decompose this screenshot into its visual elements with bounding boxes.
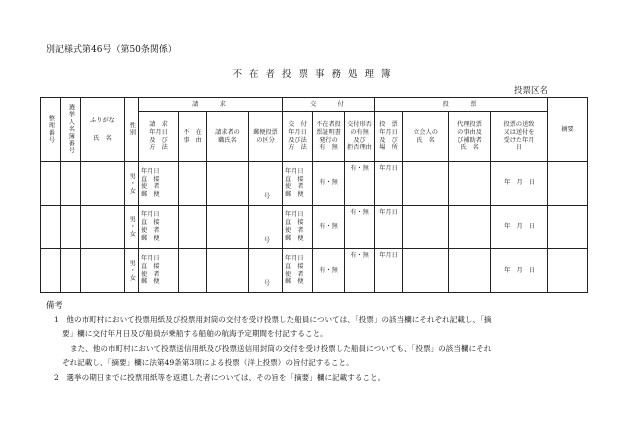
header-furigana-shimei xyxy=(81,98,125,162)
header-sex: 性別 xyxy=(125,98,139,162)
cell-tohyo-date[interactable]: 年月日 xyxy=(375,249,403,293)
cell-seiri-bango[interactable] xyxy=(41,249,61,293)
note-item-1-para2: また、他の市町村において投票送信用紙及び投票送信用封筒の交付を受け投票した船員についても、「投票」の該当欄にそれ xyxy=(70,343,492,353)
header-shimei: 氏 名 xyxy=(93,134,112,142)
cell-kofu-keiro[interactable]: 有・無 xyxy=(345,205,375,249)
cell-tohyo-date[interactable]: 年月日 xyxy=(375,162,403,206)
cell-shimei[interactable] xyxy=(81,205,125,249)
header-tekiyo: 摘要 xyxy=(548,98,588,162)
cell-yubin-kubun[interactable]: 号 xyxy=(249,249,283,293)
cell-dairi-tohyo[interactable] xyxy=(449,205,491,249)
cell-meibo-bango[interactable] xyxy=(61,205,81,249)
cell-yubin-kubun[interactable]: 号 xyxy=(249,205,283,249)
cell-tekiyo[interactable] xyxy=(548,205,588,249)
district-label: 投票区名 xyxy=(514,86,549,96)
register-table xyxy=(40,97,588,293)
notes-section xyxy=(46,298,606,385)
cell-seikyu-date[interactable]: 年月日 直 接 使 者 郵 便 xyxy=(139,205,179,249)
cell-kofu-keiro[interactable]: 有・無 xyxy=(345,249,375,293)
header-tachiainin: 立会人の 氏 名 xyxy=(403,112,449,162)
header-seiri-bango: 整理番号 xyxy=(41,98,61,162)
table-row xyxy=(41,162,588,206)
header-fuzai-jiyu: 不 在 事 由 xyxy=(179,112,207,162)
cell-soufu-date[interactable]: 年 月 日 xyxy=(491,162,548,206)
cell-tachiainin[interactable] xyxy=(403,249,449,293)
cell-shimei[interactable] xyxy=(81,249,125,293)
cell-kofu-date[interactable]: 年月日 直 接 使 者 郵 便 xyxy=(283,205,313,249)
cell-meibo-bango[interactable] xyxy=(61,249,81,293)
cell-seiri-bango[interactable] xyxy=(41,205,61,249)
table-row xyxy=(41,249,588,293)
header-kofu: 交 付 xyxy=(283,98,375,112)
cell-fuzai-shomeisho[interactable]: 有・無 xyxy=(313,162,345,206)
header-tohyo-date: 投 票 年月日 及 び 場 所 xyxy=(375,112,403,162)
cell-dairi-tohyo[interactable] xyxy=(449,249,491,293)
header-seikyu: 請 求 xyxy=(139,98,283,112)
cell-soufu-date[interactable]: 年 月 日 xyxy=(491,249,548,293)
table-row xyxy=(41,205,588,249)
header-meibo-bango: 選挙人名簿番号 xyxy=(61,98,81,162)
header-tohyo: 投 票 xyxy=(375,98,548,112)
cell-meibo-bango[interactable] xyxy=(61,162,81,206)
cell-seiri-bango[interactable] xyxy=(41,162,61,206)
cell-fuzai-jiyu[interactable] xyxy=(179,249,207,293)
header-furigana: ふりがな xyxy=(90,116,115,124)
note-item-1-cont: 要」欄に交付年月日及び船員が乗船する船舶の航海予定期間を付記すること。 xyxy=(62,329,328,338)
cell-seikyusha[interactable] xyxy=(207,162,249,206)
header-dairi-tohyo: 代理投票 の事由及 び補助者 氏 名 xyxy=(449,112,491,162)
note-item-1: 1 他の市町村において投票用紙及び投票用封筒の交付を受け投票した船員については、「投票」の該当欄にそれぞれ記載し、「摘 xyxy=(54,314,492,324)
note-item-2: 2 選挙の期日までに投票用紙等を返還した者については、その旨を「摘要」欄に記載すること。 xyxy=(54,372,386,382)
cell-fuzai-jiyu[interactable] xyxy=(179,162,207,206)
cell-seikyusha[interactable] xyxy=(207,249,249,293)
header-kofu-keiro: 交付形否 の有無 及び 拒否理由 xyxy=(345,112,375,162)
cell-dairi-tohyo[interactable] xyxy=(449,162,491,206)
cell-seikyu-date[interactable]: 年月日 直 接 使 者 郵 便 xyxy=(139,249,179,293)
cell-fuzai-shomeisho[interactable]: 有・無 xyxy=(313,205,345,249)
cell-seikyu-date[interactable]: 年月日 直 接 使 者 郵 便 xyxy=(139,162,179,206)
cell-kofu-date[interactable]: 年月日 直 接 使 者 郵 便 xyxy=(283,162,313,206)
cell-sex[interactable]: 男・女 xyxy=(125,249,139,293)
cell-sex[interactable]: 男・女 xyxy=(125,205,139,249)
cell-tachiainin[interactable] xyxy=(403,162,449,206)
cell-shimei[interactable] xyxy=(81,162,125,206)
cell-fuzai-jiyu[interactable] xyxy=(179,205,207,249)
cell-soufu-date[interactable]: 年 月 日 xyxy=(491,205,548,249)
header-kofu-date: 交 付 年月日 及び法 方 法 xyxy=(283,112,313,162)
page-title: 不在者投票事務処理簿 xyxy=(232,69,398,80)
notes-heading: 備考 xyxy=(46,300,63,310)
cell-kofu-date[interactable]: 年月日 直 接 使 者 郵 便 xyxy=(283,249,313,293)
header-seikyu-date: 請 求 年月日 及 び 方 法 xyxy=(139,112,179,162)
header-fuzai-shomeisho: 不在者投 票証明書 発行の 有 無 xyxy=(313,112,345,162)
form-number: 別記様式第46号（第50条関係） xyxy=(46,45,177,55)
cell-sex[interactable]: 男・女 xyxy=(125,162,139,206)
note-item-1-para2-cont: ぞれ記載し、「摘要」欄に法第49条第3項による投票（洋上投票）の旨付記すること。 xyxy=(62,358,354,367)
cell-tohyo-date[interactable]: 年月日 xyxy=(375,205,403,249)
header-yubin-kubun: 郵便投票 の区分 xyxy=(249,112,283,162)
cell-yubin-kubun[interactable]: 号 xyxy=(249,162,283,206)
header-seikyusha: 請求者の 職氏名 xyxy=(207,112,249,162)
cell-tekiyo[interactable] xyxy=(548,162,588,206)
cell-fuzai-shomeisho[interactable]: 有・無 xyxy=(313,249,345,293)
cell-tekiyo[interactable] xyxy=(548,249,588,293)
cell-tachiainin[interactable] xyxy=(403,205,449,249)
cell-seikyusha[interactable] xyxy=(207,205,249,249)
cell-kofu-keiro[interactable]: 有・無 xyxy=(345,162,375,206)
header-soufu-date: 投票の送致 又は送付を 受けた年月 日 xyxy=(491,112,548,162)
